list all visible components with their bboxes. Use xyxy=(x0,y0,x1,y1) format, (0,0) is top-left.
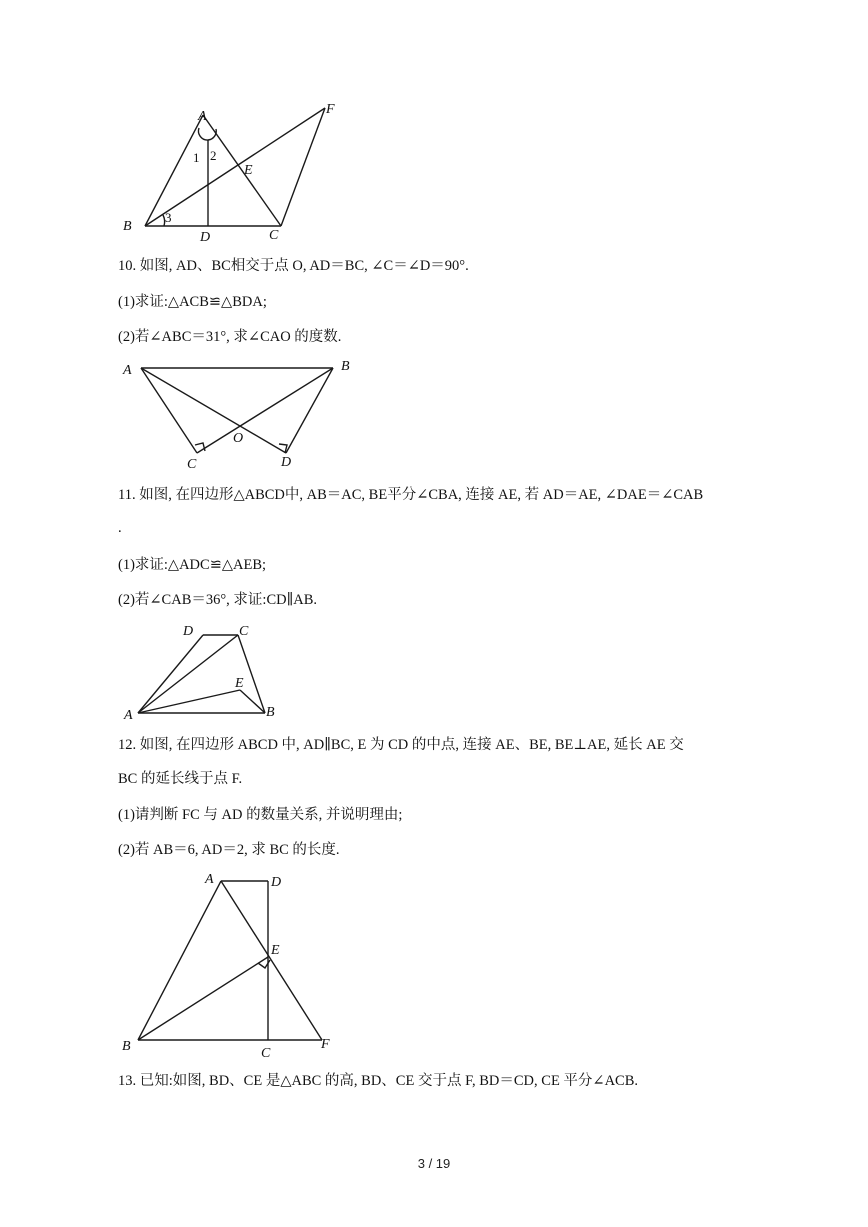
q11-part1: (1)求证:△ADC≌△AEB; xyxy=(118,557,267,573)
q12-stem-cont: BC 的延长线于点 F. xyxy=(118,771,243,787)
q11-part2: (2)若∠CAB＝36°, 求证:CD∥AB. xyxy=(118,592,318,608)
q12-label-a: A xyxy=(205,872,214,887)
angle-2-label: 2 xyxy=(210,148,217,163)
q10-label-c: C xyxy=(187,457,197,472)
angle-1-label: 1 xyxy=(193,150,200,165)
label-a: A xyxy=(198,109,207,124)
q13-stem: 13. 已知:如图, BD、CE 是△ABC 的高, BD、CE 交于点 F, BD＝CD, CE 平分∠ACB. xyxy=(118,1073,639,1089)
q12-part2: (2)若 AB＝6, AD＝2, 求 BC 的长度. xyxy=(118,842,340,858)
q10-stem: 10. 如图, AD、BC相交于点 O, AD＝BC, ∠C＝∠D＝90°. xyxy=(118,258,469,274)
q12-label-b: B xyxy=(122,1039,131,1054)
q12-label-f: F xyxy=(321,1037,330,1052)
q10-part1: (1)求证:△ACB≌△BDA; xyxy=(118,294,267,310)
label-f: F xyxy=(326,102,335,117)
figure-triangle-abc-with-f xyxy=(115,100,355,245)
label-e: E xyxy=(244,163,253,178)
label-c: C xyxy=(269,228,279,243)
q11-label-e: E xyxy=(235,676,244,691)
q12-label-d: D xyxy=(271,875,282,890)
q12-stem: 12. 如图, 在四边形 ABCD 中, AD∥BC, E 为 CD 的中点, 连接 AE、BE, BE⊥AE, 延长 AE 交 xyxy=(118,737,684,753)
q10-part2: (2)若∠ABC＝31°, 求∠CAO 的度数. xyxy=(118,329,342,345)
q12-label-c: C xyxy=(261,1046,271,1061)
angle-3-label: 3 xyxy=(165,210,172,225)
q11-stem-cont: . xyxy=(118,520,122,536)
q10-label-d: D xyxy=(281,455,292,470)
figure-q11 xyxy=(115,615,295,725)
q11-label-a: A xyxy=(124,708,133,723)
q10-label-o: O xyxy=(233,431,244,446)
page-number: 3 / 19 xyxy=(417,1156,451,1171)
q11-label-c: C xyxy=(239,624,249,639)
label-b: B xyxy=(123,219,132,234)
q11-label-d: D xyxy=(183,624,194,639)
figure-q12 xyxy=(115,865,345,1065)
q10-label-a: A xyxy=(123,363,132,378)
q12-label-e: E xyxy=(271,943,280,958)
q11-label-b: B xyxy=(266,705,275,720)
figure-q10 xyxy=(115,352,375,477)
q11-stem: 11. 如图, 在四边形△ABCD中, AB＝AC, BE平分∠CBA, 连接 AE, 若 AD＝AE, ∠DAE＝∠CAB xyxy=(118,487,704,503)
q12-part1: (1)请判断 FC 与 AD 的数量关系, 并说明理由; xyxy=(118,807,403,823)
label-d: D xyxy=(200,230,211,245)
q10-label-b: B xyxy=(341,359,350,374)
